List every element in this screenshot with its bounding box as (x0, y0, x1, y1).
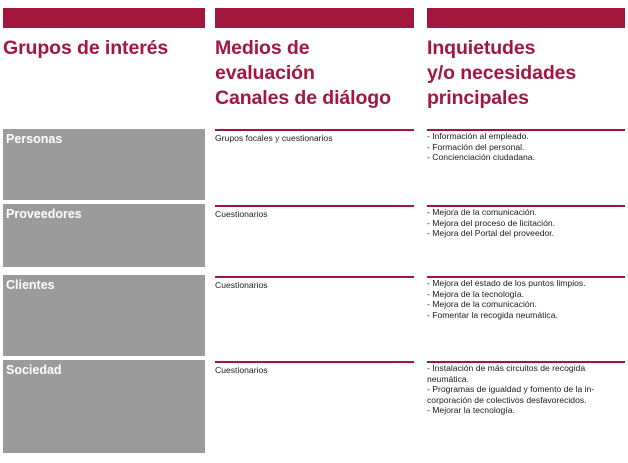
group-cell-clientes (3, 275, 205, 356)
list-item: - Concienciación ciudadana. (427, 152, 535, 163)
concerns-list (427, 278, 625, 320)
group-label: Personas (6, 132, 63, 146)
list-item: - Fomentar la recogida neumática. (427, 309, 558, 320)
group-cell-sociedad (3, 360, 205, 453)
column-stakeholders (3, 8, 205, 61)
list-item: - Mejora del estado de los puntos limpios. (427, 278, 586, 288)
concerns-cell (427, 276, 625, 320)
header-bar (3, 8, 205, 28)
means-cell (215, 361, 414, 376)
concerns-cell (427, 205, 625, 239)
means-text: Cuestionarios (215, 209, 268, 219)
list-item: - Mejora del Portal del proveedor. (427, 228, 555, 239)
means-text: Cuestionarios (215, 365, 268, 375)
list-item: - Mejora de la tecnología. (427, 288, 524, 299)
concerns-list (427, 363, 625, 416)
group-label: Clientes (6, 278, 55, 292)
column-heading: Medios de evaluación Canales de diálogo (215, 37, 391, 109)
group-label: Proveedores (6, 207, 82, 221)
group-label: Sociedad (6, 363, 62, 377)
header-bar (215, 8, 414, 28)
list-item: - Programas de igualdad y fomento de la in- (427, 384, 595, 395)
group-cell-proveedores (3, 204, 205, 267)
means-cell (215, 205, 414, 220)
means-text: Grupos focales y cuestionarios (215, 133, 333, 143)
column-heading: Grupos de interés (3, 37, 169, 59)
header-bar (427, 8, 625, 28)
list-item: - Instalación de más circuitos de recogida (427, 363, 586, 373)
means-cell (215, 129, 414, 144)
concerns-list (427, 131, 625, 163)
column-heading: Inquietudes y/o necesidades principales (427, 37, 577, 109)
list-item: neumática. (427, 373, 470, 384)
group-cell-personas (3, 129, 205, 200)
list-item: - Mejora del proceso de licitación. (427, 217, 556, 228)
column-means (215, 8, 414, 111)
means-cell (215, 276, 414, 291)
list-item: - Mejora de la comunicación. (427, 299, 537, 310)
list-item: - Mejora de la comunicación. (427, 207, 537, 217)
concerns-list (427, 207, 625, 239)
list-item: - Mejorar la tecnología. (427, 405, 515, 416)
list-item: - Información al empleado. (427, 131, 529, 141)
concerns-cell (427, 129, 625, 163)
means-text: Cuestionarios (215, 280, 268, 290)
list-item: - Formación del personal. (427, 141, 525, 152)
column-concerns (427, 8, 625, 111)
list-item: corporación de colectivos desfavorecidos. (427, 394, 587, 405)
concerns-cell (427, 361, 625, 416)
